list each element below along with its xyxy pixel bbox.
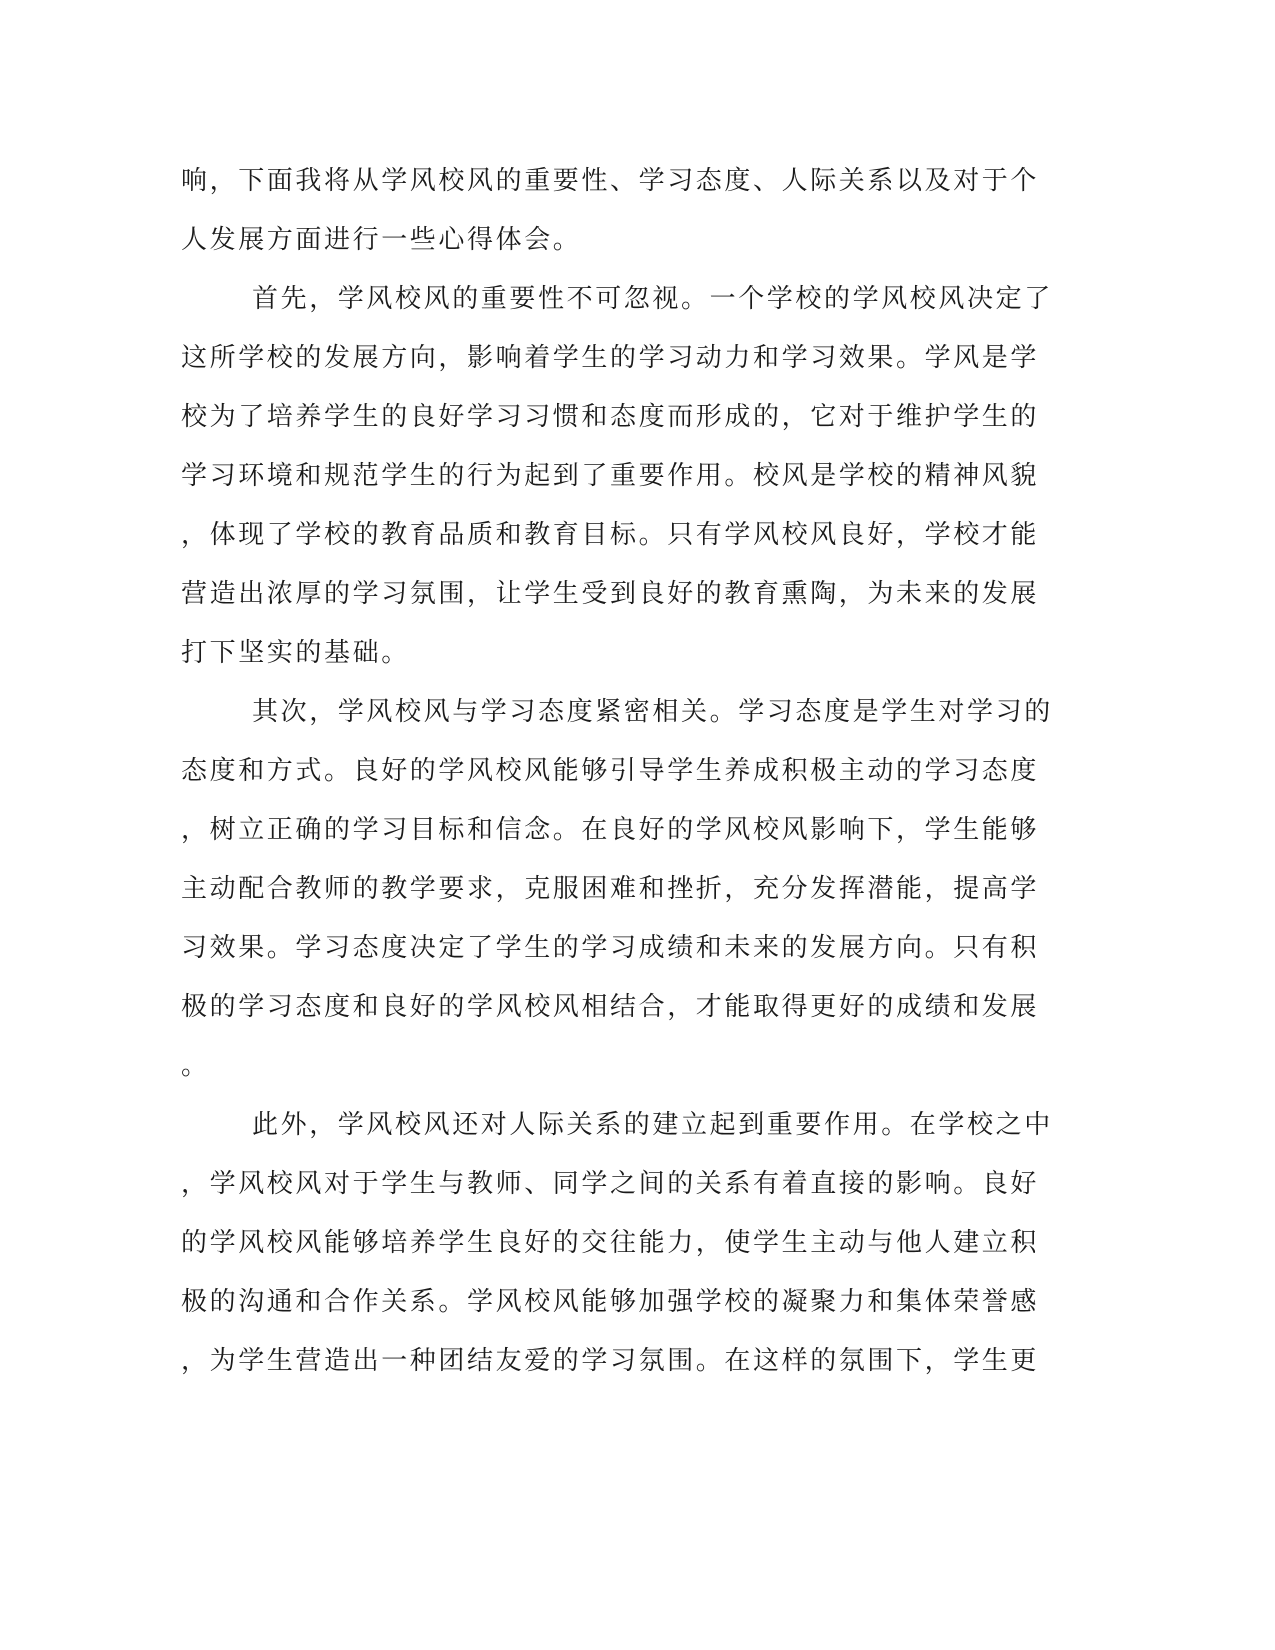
text-line: ，为学生营造出一种团结友爱的学习氛围。在这样的氛围下，学生更	[181, 1346, 1040, 1376]
text-line: 习效果。学习态度决定了学生的学习成绩和未来的发展方向。只有积	[181, 933, 1040, 963]
text-line: 态度和方式。良好的学风校风能够引导学生养成积极主动的学习态度	[181, 756, 1040, 786]
paragraph-first-line: 首先，学风校风的重要性不可忽视。一个学校的学风校风决定了	[252, 284, 1053, 314]
paragraph-first-line: 此外，学风校风还对人际关系的建立起到重要作用。在学校之中	[252, 1110, 1053, 1140]
text-line: 主动配合教师的教学要求，克服困难和挫折，充分发挥潜能，提高学	[181, 874, 1040, 904]
text-line: 打下坚实的基础。	[181, 638, 410, 668]
text-line: 响，下面我将从学风校风的重要性、学习态度、人际关系以及对于个	[181, 166, 1040, 196]
text-line: 极的沟通和合作关系。学风校风能够加强学校的凝聚力和集体荣誉感	[181, 1287, 1040, 1317]
text-line: 这所学校的发展方向，影响着学生的学习动力和学习效果。学风是学	[181, 343, 1040, 373]
text-line: 校为了培养学生的良好学习习惯和态度而形成的，它对于维护学生的	[181, 402, 1040, 432]
paragraph-first-line: 其次，学风校风与学习态度紧密相关。学习态度是学生对学习的	[252, 697, 1053, 727]
text-line: ，学风校风对于学生与教师、同学之间的关系有着直接的影响。良好	[181, 1169, 1040, 1199]
text-line: ，体现了学校的教育品质和教育目标。只有学风校风良好，学校才能	[181, 520, 1040, 550]
text-line: 。	[181, 1051, 210, 1081]
text-line: 人发展方面进行一些心得体会。	[181, 225, 582, 255]
text-line: ，树立正确的学习目标和信念。在良好的学风校风影响下，学生能够	[181, 815, 1040, 845]
text-line: 极的学习态度和良好的学风校风相结合，才能取得更好的成绩和发展	[181, 992, 1040, 1022]
text-line: 学习环境和规范学生的行为起到了重要作用。校风是学校的精神风貌	[181, 461, 1040, 491]
text-line: 的学风校风能够培养学生良好的交往能力，使学生主动与他人建立积	[181, 1228, 1040, 1258]
text-line: 营造出浓厚的学习氛围，让学生受到良好的教育熏陶，为未来的发展	[181, 579, 1040, 609]
